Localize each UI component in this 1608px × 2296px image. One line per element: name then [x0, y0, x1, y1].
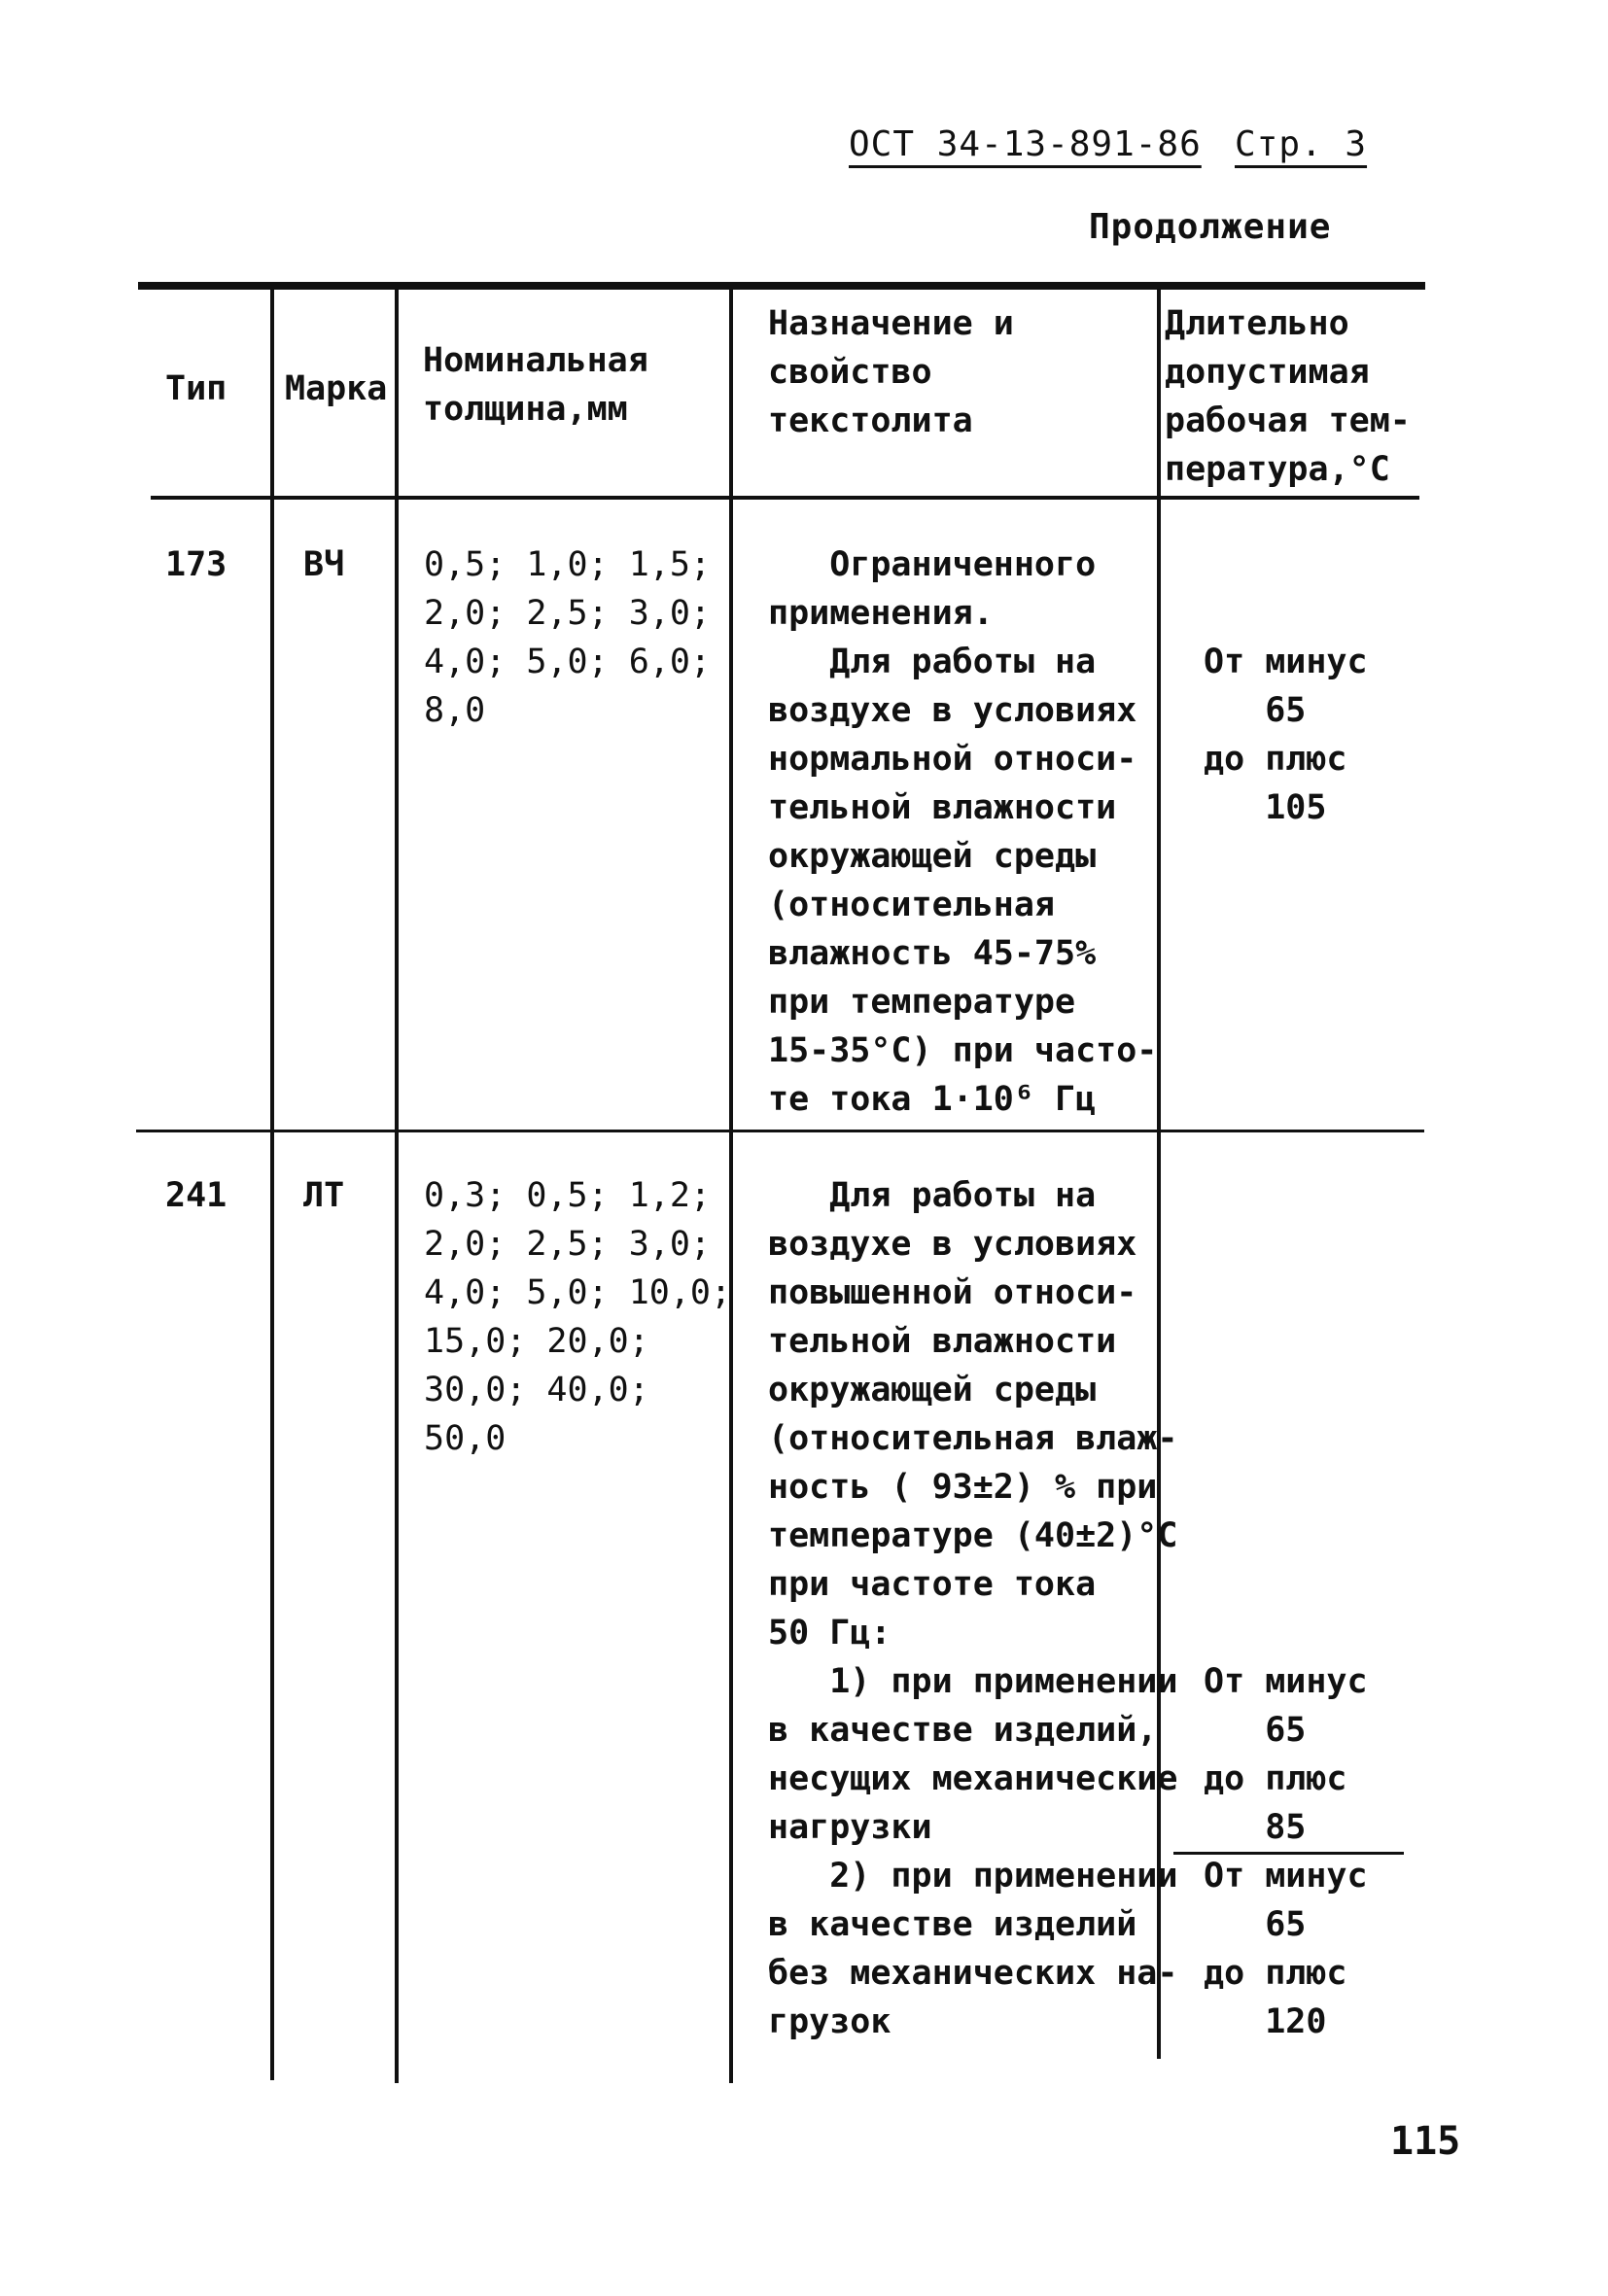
column-divider-2	[395, 290, 399, 2083]
table-row-2-sub-1-purpose: 1) при применении в качестве изделий, несущих механические нагрузки	[768, 1662, 1178, 1847]
page-label: Стр. 3	[1235, 124, 1368, 164]
page-number: 115	[1390, 2119, 1461, 2164]
column-header-temperature: Длительно допустимая рабочая тем- пература,°С	[1165, 304, 1411, 489]
table-row-1-temperature: От минус 65 до плюс 105	[1204, 643, 1368, 827]
document-reference: ОСТ 34-13-891-86	[849, 124, 1202, 164]
table-row-2-type: 241	[165, 1176, 227, 1215]
column-header-brand: Марка	[285, 369, 388, 408]
table-row-1-type: 173	[165, 545, 227, 584]
column-header-thickness: Номинальная толщина,мм	[423, 341, 648, 429]
table-row-1-thickness: 0,5; 1,0; 1,5; 2,0; 2,5; 3,0; 4,0; 5,0; 6,0; 8,0	[424, 545, 712, 730]
table-row-2-sub-2-temperature: От минус 65 до плюс 120	[1204, 1857, 1368, 2041]
table-row-2-brand: ЛТ	[303, 1176, 345, 1215]
row-divider	[136, 1130, 1424, 1132]
table-row-2-purpose: Для работы на воздухе в условиях повышенной относи- тельной влажности окружающей среды (относительная влаж- ность ( 93±2) % при температуре (40±2)°С при частоте тока 50 Гц:	[768, 1176, 1178, 1652]
header-bottom-rule	[151, 496, 1419, 500]
column-header-type: Тип	[165, 369, 227, 408]
table-row-1-brand: ВЧ	[303, 545, 345, 584]
column-header-purpose: Назначение и свойство текстолита	[768, 304, 1014, 440]
table-row-2-sub-2-purpose: 2) при применении в качестве изделий без механических на- грузок	[768, 1857, 1178, 2041]
table-row-1-purpose: Ограниченного применения. Для работы на воздухе в условиях нормальной относи- тельной влажности окружающей среды (относительная влажность 45-75% при температуре 15-35°С) при часто- те тока 1·10⁶ Гц	[768, 545, 1158, 1119]
table-top-rule	[138, 282, 1425, 290]
continuation-label: Продолжение	[1089, 207, 1332, 247]
table-row-2-sub-1-temperature: От минус 65 до плюс 85	[1204, 1662, 1368, 1847]
table-row-2-thickness: 0,3; 0,5; 1,2; 2,0; 2,5; 3,0; 4,0; 5,0; 10,0; 15,0; 20,0; 30,0; 40,0; 50,0	[424, 1176, 732, 1458]
column-divider-1	[270, 290, 274, 2080]
